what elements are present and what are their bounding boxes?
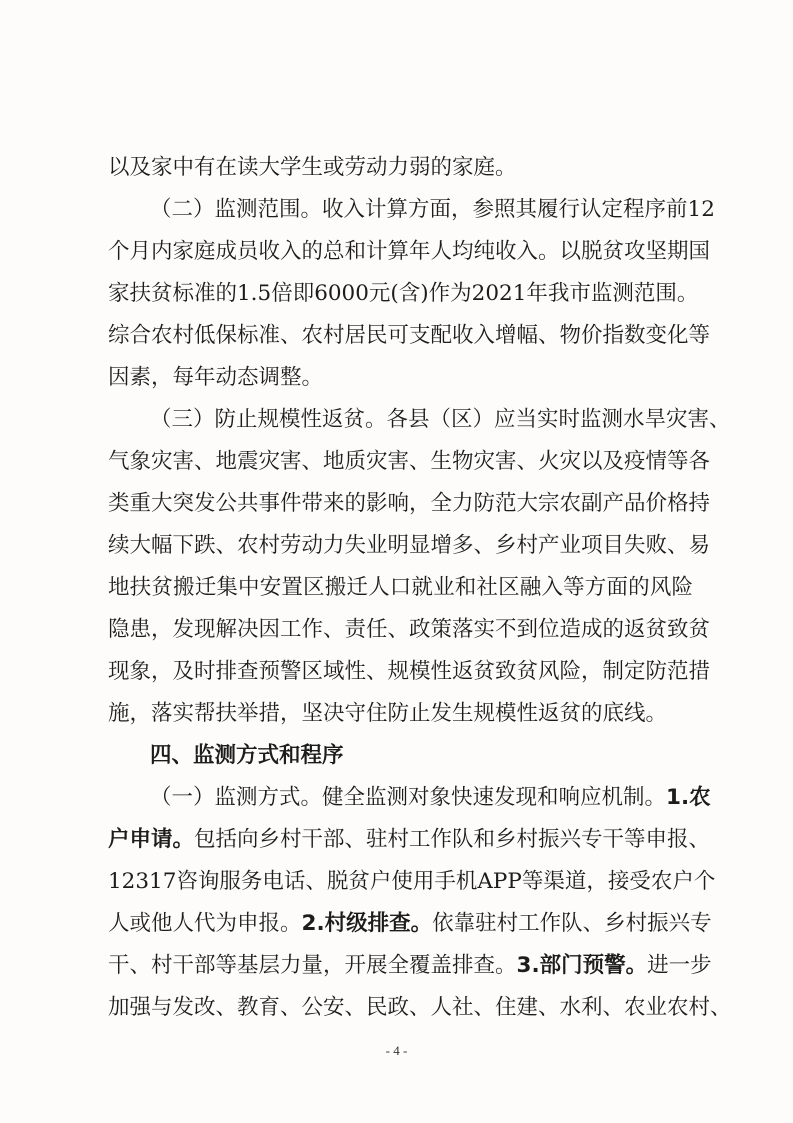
text-line [108, 442, 711, 482]
section-heading-text: 四、监测方式和程序 [150, 743, 344, 768]
subsection-title: （一）监测方式。 [150, 785, 323, 810]
bold-term: 2.村级排查。 [301, 911, 433, 936]
line-text: 类重大突发公共事件带来的影响，全力防范大宗农副产品价格持 [108, 491, 711, 516]
line-text: 12317咨询服务电话、脱贫户使用手机APP等渠道，接受农户个 [108, 869, 716, 894]
line-text: 综合农村低保标准、农村居民可支配收入增幅、物价指数变化等 [108, 323, 711, 348]
text-line [150, 400, 731, 440]
subsection-title: （三）防止规模性返贫。 [150, 407, 387, 432]
line-text: 依靠驻村工作队、乡村振兴专 [432, 911, 712, 936]
line-text: 加强与发改、教育、公安、民政、人社、住建、水利、农业农村、 [108, 995, 732, 1020]
text-line [150, 778, 711, 818]
line-text: 续大幅下跌、农村劳动力失业明显增多、乡村产业项目失败、易 [108, 533, 711, 558]
text-line [108, 946, 712, 986]
line-text: 干、村干部等基层力量，开展全覆盖排查。 [108, 953, 517, 978]
text-line [108, 862, 716, 902]
text-line [108, 568, 693, 608]
bold-term: 户申请。 [108, 827, 195, 852]
bold-term: 1.农 [666, 785, 711, 810]
text-line [108, 526, 711, 566]
text-line [108, 274, 699, 314]
bold-term: 3.部门预警。 [516, 953, 648, 978]
line-text: 因素，每年动态调整。 [108, 365, 324, 390]
line-text: 现象，及时排查预警区域性、规模性返贫致贫风险，制定防范措 [108, 659, 711, 684]
line-text: 家扶贫标准的1.5倍即6000元(含)作为2021年我市监测范围。 [108, 281, 699, 306]
text-line [108, 358, 693, 398]
text-line [108, 484, 711, 524]
text-line [108, 148, 693, 188]
text-line [108, 988, 732, 1028]
line-text: 以及家中有在读大学生或劳动力弱的家庭。 [108, 155, 517, 180]
text-line [108, 652, 711, 692]
line-text: 个月内家庭成员收入的总和计算年人均纯收入。以脱贫攻坚期国 [108, 239, 711, 264]
line-text: 健全监测对象快速发现和响应机制。 [322, 785, 667, 810]
line-text: 进一步 [647, 953, 712, 978]
text-line [108, 820, 711, 860]
line-text: 人或他人代为申报。 [108, 911, 302, 936]
text-line [108, 904, 712, 944]
line-text: 施，落实帮扶举措，坚决守住防止发生规模性返贫的底线。 [108, 701, 668, 726]
subsection-title: （二）监测范围。 [150, 197, 323, 222]
page-number: - 4 - [385, 1043, 408, 1058]
text-line [108, 232, 711, 272]
text-line [108, 610, 711, 650]
text-line [108, 316, 711, 356]
line-text: 气象灾害、地震灾害、地质灾害、生物灾害、火灾以及疫情等各 [108, 449, 711, 474]
text-line [108, 694, 693, 734]
line-text: 收入计算方面，参照其履行认定程序前12 [322, 197, 715, 222]
line-text: 地扶贫搬迁集中安置区搬迁人口就业和社区融入等方面的风险 [108, 575, 693, 600]
line-text: 各县（区）应当实时监测水旱灾害、 [386, 407, 731, 432]
line-text: 包括向乡村干部、驻村工作队和乡村振兴专干等申报、 [194, 827, 711, 852]
section-heading [150, 736, 693, 776]
text-line [150, 190, 715, 230]
line-text: 隐患，发现解决因工作、责任、政策落实不到位造成的返贫致贫 [108, 617, 711, 642]
